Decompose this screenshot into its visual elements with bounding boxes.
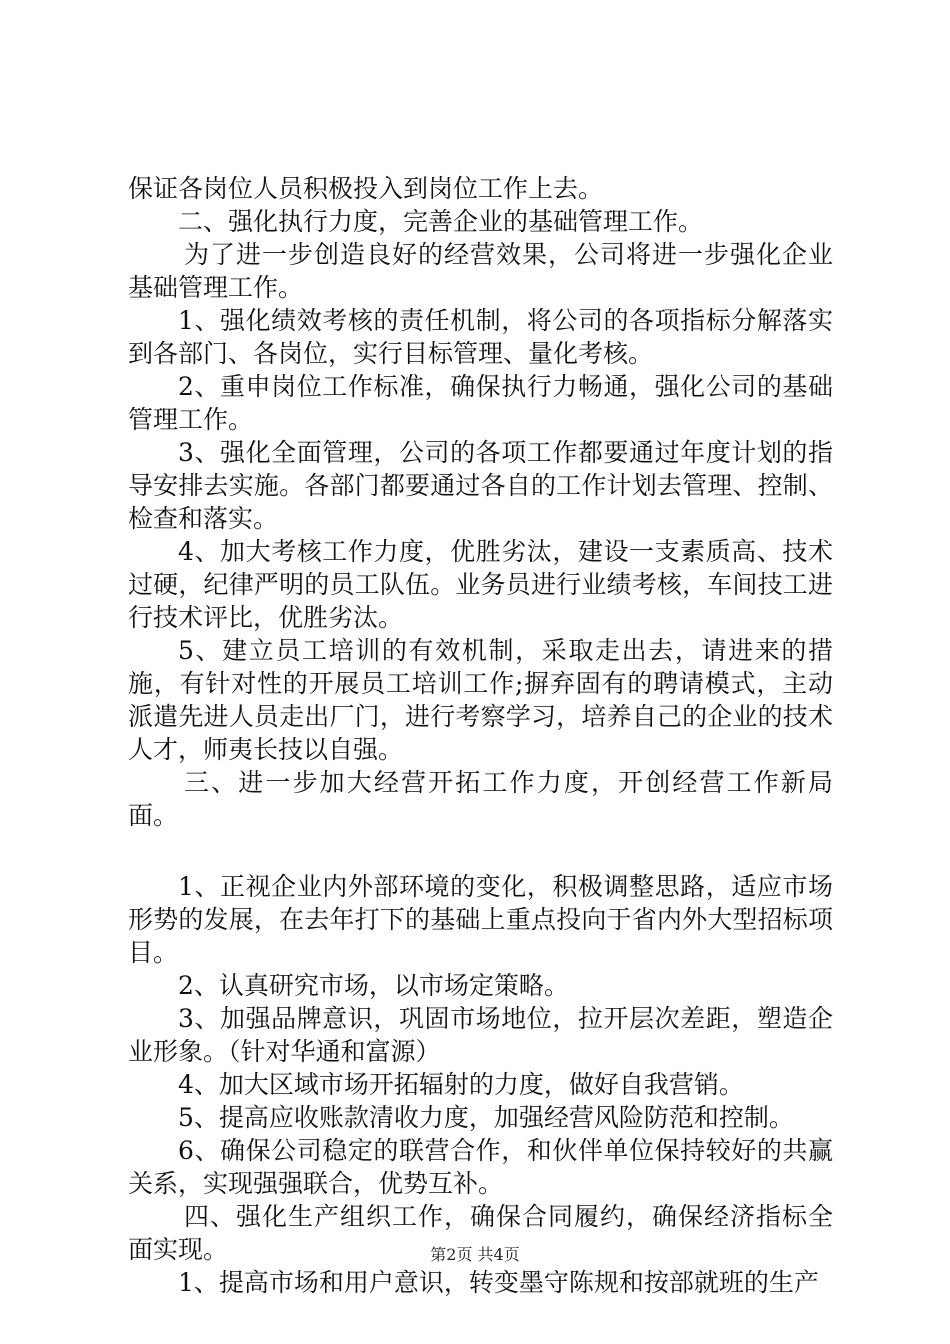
paragraph: 保证各岗位人员积极投入到岗位工作上去。 [128,174,604,203]
list-item: 6、确保公司稳定的联营合作，和伙伴单位保持较好的共赢关系，实现强强联合，优势互补。 [128,1136,833,1198]
page-footer: 第2页 共4页 [430,1245,520,1264]
section-heading: 二、强化执行力度，完善企业的基础管理工作。 [178,207,704,236]
list-item: 3、强化全面管理，公司的各项工作都要通过年度计划的指导安排去实施。各部门都要通过各自的工作计划去管理、控制、检查和落实。 [128,438,833,533]
list-item: 4、加大考核工作力度，优胜劣汰，建设一支素质高、技术过硬，纪律严明的员工队伍。业务员进行业绩考核，车间技工进行技术评比，优胜劣汰。 [128,537,833,632]
blank-line [128,832,833,870]
section-heading: 四、强化生产组织工作，确保合同履约，确保经济指标全面实现。 [128,1202,833,1264]
list-item: 1、强化绩效考核的责任机制，将公司的各项指标分解落实到各部门、各岗位，实行目标管理、量化考核。 [128,306,833,368]
list-item: 1、提高市场和用户意识，转变墨守陈规和按部就班的生产 [178,1268,819,1297]
paragraph: 为了进一步创造良好的经营效果，公司将进一步强化企业基础管理工作。 [128,240,833,302]
list-item: 5、建立员工培训的有效机制，采取走出去，请进来的措施，有针对性的开展员工培训工作;摒弃固有的聘请模式，主动派遣先进人员走出厂门，进行考察学习，培养自己的企业的技术人才，师夷长技以自强。 [128,636,833,764]
section-heading: 三、进一步加大经营开拓工作力度，开创经营工作新局面。 [128,768,833,830]
list-item: 2、重申岗位工作标准，确保执行力畅通，强化公司的基础管理工作。 [128,372,833,434]
list-item: 3、加强品牌意识，巩固市场地位，拉开层次差距，塑造企业形象。（针对华通和富源） [128,1004,833,1066]
list-item: 1、正视企业内外部环境的变化，积极调整思路，适应市场形势的发展，在去年打下的基础上重点投向于省内外大型招标项目。 [128,872,833,967]
list-item: 4、加大区域市场开拓辐射的力度，做好自我营销。 [178,1070,744,1099]
list-item: 5、提高应收账款清收力度，加强经营风险防范和控制。 [178,1103,794,1132]
list-item: 2、认真研究市场，以市场定策略。 [178,971,569,1000]
document-body [128,172,833,1299]
